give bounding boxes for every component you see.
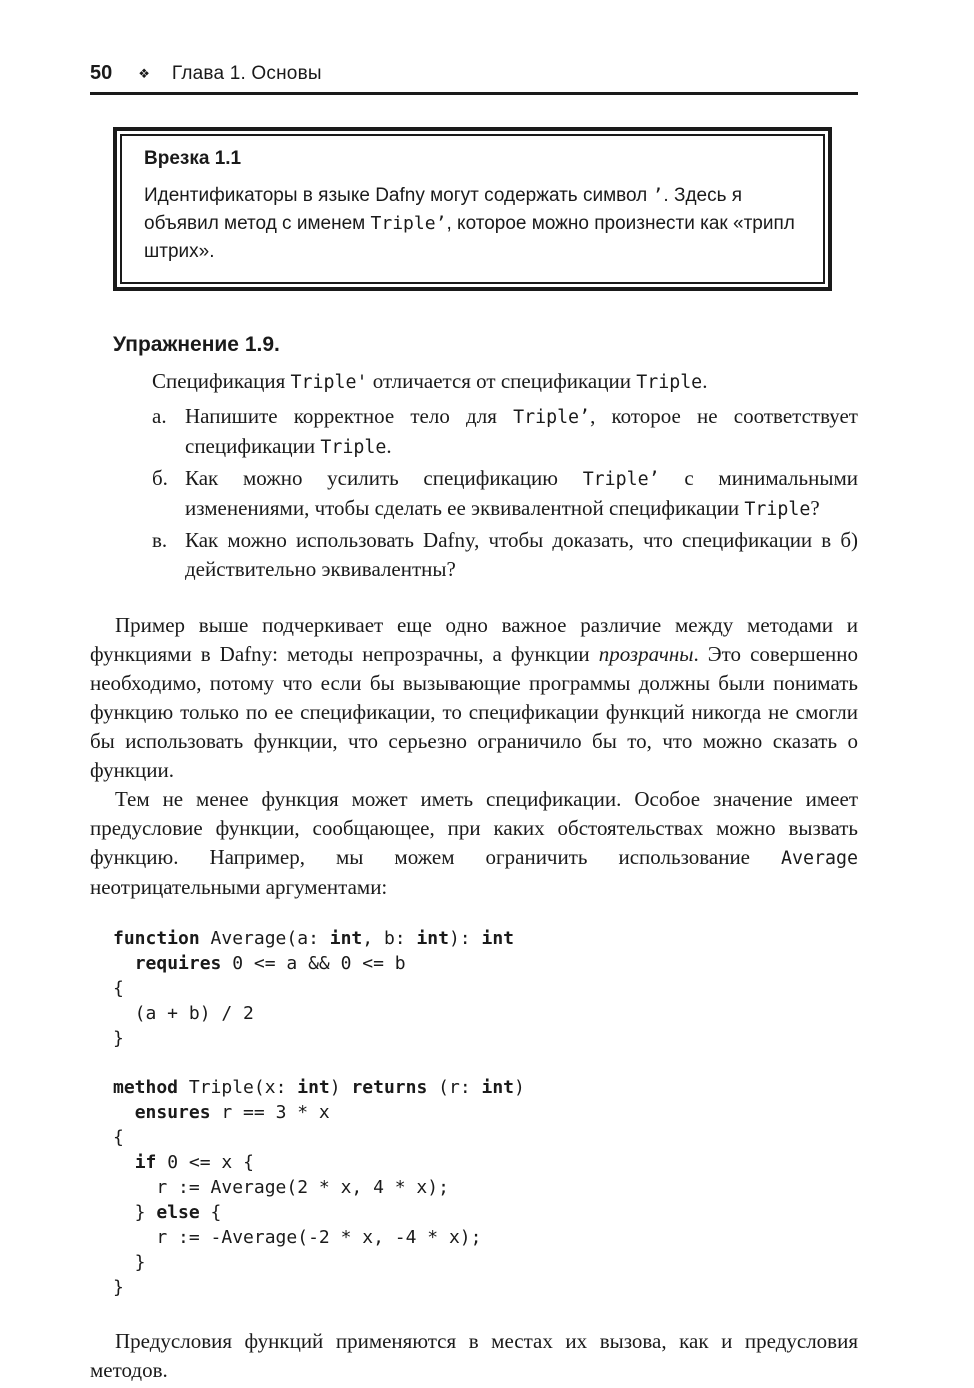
callout-body-text: Идентификаторы в языке Dafny могут содержать символ ’. Здесь я объявил метод с именем Triple’, которое можно произнести как «трипл штрих». — [144, 185, 795, 262]
exercise-intro-text: Спецификация Triple' отличается от спецификации Triple. — [152, 369, 708, 393]
exercise-heading: Упражнение 1.9. — [113, 333, 280, 356]
paragraph-function-preconditions: Тем не менее функция может иметь спецификации. Особое значение имеет предусловие функции, сообщающее, при каких обстоятельствах можно вызвать функцию. Например, мы можем ограничить использование Average неотрицательными аргументами: — [90, 787, 858, 899]
code-line: } else { — [113, 1202, 222, 1223]
paragraph-preconditions-call-sites: Предусловия функций применяются в местах их вызова, как и предусловия методов. — [90, 1329, 858, 1382]
code-line: function Average(a: int, b: int): int — [113, 928, 514, 949]
code-line: { — [113, 1127, 124, 1148]
code-block-function-average — [113, 926, 858, 1051]
header-rule — [90, 92, 858, 95]
callout-title: Врезка 1.1 — [144, 148, 242, 169]
code-line: { — [113, 978, 124, 999]
exercise-item-label: в. — [152, 528, 168, 552]
code-line: ensures r == 3 * x — [134, 1102, 330, 1123]
paragraph-methods-vs-functions: Пример выше подчеркивает еще одно важное различие между методами и функциями в Dafny: методы непрозрачны, а функции прозрачны. Это совершенно необходимо, потому что если бы вызывающие программы должны были понимать функцию только по ее спецификации, то спецификации функций никогда не смогли бы использовать функции, что серьезно ограничило бы то, что можно сказать о функции. — [90, 613, 858, 782]
code-line: } — [113, 1028, 124, 1049]
code-line: r := Average(2 * x, 4 * x); — [113, 1177, 449, 1198]
chapter-title: Глава 1. Основы — [171, 63, 322, 84]
exercise-item-a — [152, 402, 858, 462]
code-line: method Triple(x: int) returns (r: int) — [113, 1077, 525, 1098]
exercise-item-label: б. — [152, 466, 168, 490]
callout-box — [113, 127, 832, 291]
code-block-method-triple — [113, 1075, 858, 1300]
page-header — [90, 62, 858, 92]
code-line: } — [113, 1277, 124, 1298]
code-line: if 0 <= x { — [134, 1152, 254, 1173]
page-number: 50 — [90, 62, 113, 84]
exercise-item-b — [152, 464, 858, 524]
exercise-item-text: Как можно усилить спецификацию Triple’ с минимальными изменениями, чтобы сделать ее эквивалентной спецификации Triple? — [185, 466, 858, 520]
exercise-item-text: Напишите корректное тело для Triple’, которое не соответствует спецификации Triple. — [185, 404, 858, 458]
code-line: r := -Average(-2 * x, -4 * x); — [113, 1227, 482, 1248]
diamond-ornament-icon: ❖ — [138, 66, 150, 81]
code-line: } — [113, 1252, 146, 1273]
exercise-item-text: Как можно использовать Dafny, чтобы доказать, что спецификации в б) действительно эквивалентны? — [185, 528, 858, 581]
exercise-list — [90, 402, 858, 584]
code-line: (a + b) / 2 — [113, 1003, 254, 1024]
callout-box-inner-frame — [120, 134, 825, 284]
code-line: requires 0 <= a && 0 <= b — [134, 953, 406, 974]
exercise-item-v — [152, 526, 858, 584]
exercise-item-label: а. — [152, 404, 167, 428]
